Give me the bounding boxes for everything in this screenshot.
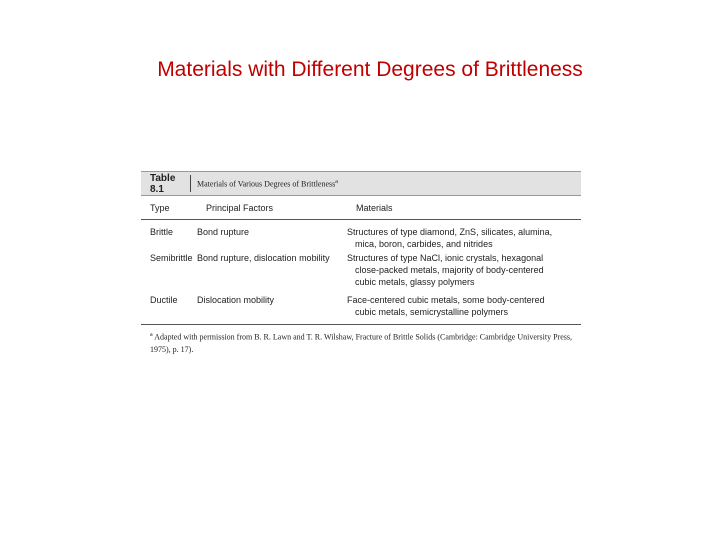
footnote-text: Adapted with permission from B. R. Lawn and T. R. Wilshaw, Fracture of Brittle Solids (Cambridge: Cambridge University Press, 1975), p. 17). [150,332,573,354]
materials-line: cubic metals, glassy polymers [355,277,475,287]
row-type: Brittle [150,227,174,237]
header-materials: Materials [356,202,393,213]
caption-divider [190,175,191,192]
table-row [141,226,581,250]
materials-line: Face-centered cubic metals, some body-centered [347,295,545,305]
table-image [141,171,581,356]
slide-title: Materials with Different Degrees of Brittleness [157,58,583,81]
row-factors: Bond rupture [197,227,250,237]
table-row [141,252,581,288]
materials-line: close-packed metals, majority of body-centered [355,265,544,275]
row-factors: Bond rupture, dislocation mobility [197,253,330,263]
table-label: Table 8.1 [150,172,176,195]
row-factors: Dislocation mobility [197,295,275,305]
table-caption-mark: a [335,178,338,185]
row-type: Semibrittle [150,253,193,263]
header-factors: Principal Factors [206,202,274,213]
table-caption-text: Materials of Various Degrees of Brittleness [197,179,336,189]
materials-line: Structures of type NaCl, ionic crystals, hexagonal [347,253,544,263]
row-type: Ductile [150,295,178,305]
row-materials [347,294,562,318]
materials-line: Structures of type diamond, ZnS, silicates, alumina, [347,227,553,237]
table-caption [197,179,338,189]
table-footnote [141,329,580,356]
materials-line: cubic metals, semicrystalline polymers [355,307,509,317]
footnote-mark: a [150,332,153,338]
row-materials [347,252,562,288]
materials-line: mica, boron, carbides, and nitrides [355,239,493,249]
table-caption-bar [141,171,581,196]
table-header-row [141,196,581,220]
table-bottom-rule [141,324,581,325]
row-materials [347,226,562,250]
header-type: Type [150,202,170,213]
table-row [141,294,581,318]
